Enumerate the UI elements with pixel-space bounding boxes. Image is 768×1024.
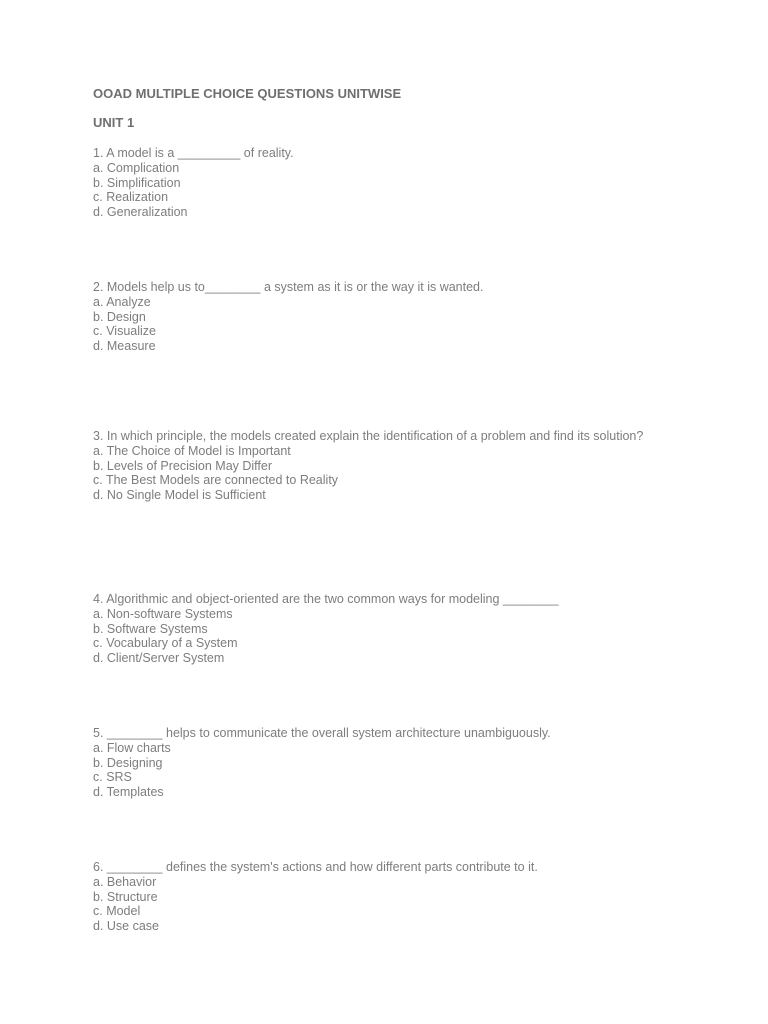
option-d: d. Generalization: [93, 205, 188, 220]
question-6: [93, 860, 675, 934]
option-d: d. No Single Model is Sufficient: [93, 488, 266, 503]
option-b: b. Structure: [93, 889, 158, 904]
question-text: 1. A model is a _________ of reality.: [93, 146, 294, 160]
option-c: c. Realization: [93, 190, 169, 205]
question-text: 5. ________ helps to communicate the overall system architecture unambiguously.: [93, 726, 551, 740]
option-d: d. Templates: [93, 785, 164, 800]
option-c: c. SRS: [93, 770, 132, 785]
question-text: 3. In which principle, the models created explain the identification of a problem and find its solution?: [93, 429, 644, 443]
option-b: b. Levels of Precision May Differ: [93, 458, 273, 473]
option-c: c. Model: [93, 904, 141, 919]
question-text: 4. Algorithmic and object-oriented are the two common ways for modeling ________: [93, 592, 559, 606]
option-c: c. Vocabulary of a System: [93, 636, 238, 651]
option-c: c. The Best Models are connected to Reality: [93, 473, 339, 488]
option-b: b. Software Systems: [93, 621, 208, 636]
option-a: a. Behavior: [93, 874, 157, 889]
option-a: a. Non-software Systems: [93, 606, 233, 621]
question-3: [93, 429, 675, 503]
question-4: [93, 592, 675, 666]
option-a: a. The Choice of Model is Important: [93, 443, 291, 458]
option-b: b. Designing: [93, 755, 163, 770]
question-text: 2. Models help us to________ a system as it is or the way it is wanted.: [93, 280, 484, 294]
option-d: d. Measure: [93, 339, 156, 354]
option-a: a. Analyze: [93, 294, 151, 309]
option-d: d. Use case: [93, 919, 160, 934]
question-text: 6. ________ defines the system's actions and how different parts contribute to it.: [93, 860, 538, 874]
option-b: b. Simplification: [93, 175, 181, 190]
question-2: [93, 280, 675, 354]
question-1: [93, 146, 675, 220]
document-title: OOAD MULTIPLE CHOICE QUESTIONS UNITWISE: [93, 86, 402, 101]
option-b: b. Design: [93, 309, 146, 324]
option-c: c. Visualize: [93, 324, 156, 339]
question-5: [93, 726, 675, 800]
option-a: a. Complication: [93, 160, 180, 175]
unit-heading: UNIT 1: [93, 115, 135, 130]
option-d: d. Client/Server System: [93, 651, 225, 666]
option-a: a. Flow charts: [93, 740, 171, 755]
